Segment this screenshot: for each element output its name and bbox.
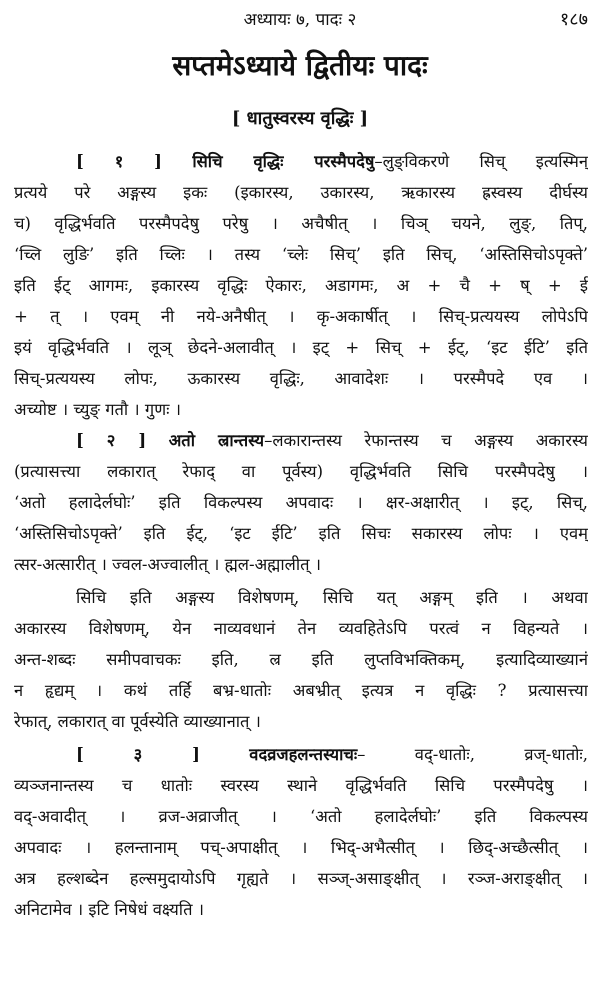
text-line [14,739,588,770]
line-text: – वद्-धातोः, व्रज्-धातोः, [357,745,588,764]
text-line: अपवादः । हलन्तानाम् पच्-अपाक्षीत् । भिद्-अभैत्सीत् । छिद्-अच्छैत्सीत् । [14,838,588,857]
text-line: रेफात्, लकारात् वा पूर्वस्येति व्याख्यानात् । [14,712,261,731]
section-heading: [ धातुस्वरस्य वृद्धिः ] [231,108,369,129]
text-line: न हृद्यम् । कथं तर्हि बभ्र-धातोः अबभ्रीत् इत्यत्र न वृद्धिः ? प्रत्यासत्त्या [14,681,588,700]
text-line: व्यञ्जनान्तस्य च धातोः स्वरस्य स्थाने वृद्धिर्भवति सिचि परस्मैपदेषु । [14,776,588,795]
text-line: इयं वृद्धिर्भवति । लूञ् छेदने-अलावीत् । इट् + सिच् + ईट्, ‘इट ईटि’ इति [14,338,588,357]
sutra-number: [ ३ ] [76,745,200,764]
text-line: (प्रत्यासत्त्या लकारात् रेफाद् वा पूर्वस्य) वृद्धिर्भवति सिचि परस्मैपदेषु । [14,462,588,481]
text-line [14,146,588,177]
chapter-title: सप्तमेऽध्याये द्वितीयः पादः [172,49,428,82]
text-line: + त् । एवम् नी नये-अनैषीत् । कृ-अकार्षीत् । सिच्-प्रत्ययस्य लोपेऽपि [14,307,588,326]
sutra-number: [ २ ] [76,431,147,450]
text-line: अच्योष्ट । च्युङ् गतौ । गुणः । [14,400,181,419]
text-line: अत्र हल्शब्देन हल्समुदायोऽपि गृह्यते । सञ्ज्-असाङ्क्षीत् । रञ्ज-अराङ्क्षीत् । [14,869,588,888]
text-line: इति ईट् आगमः, इकारस्य वृद्धिः ऐकारः, अडागमः, अ + चै + ष् + ई [14,276,588,295]
text-line: अन्त-शब्दः समीपवाचकः इति, ल्र इति लुप्तविभक्तिकम्, इत्यादिव्याख्यानं [14,650,588,669]
text-line: ‘अस्तिसिचोऽपृक्ते’ इति ईट्, ‘इट ईटि’ इति सिचः सकारस्य लोपः । एवम् [14,524,588,543]
text-line: सिचि इति अङ्गस्य विशेषणम्, सिचि यत् अङ्गम् इति । अथवा [76,588,588,607]
commentary-paragraph [14,582,588,737]
text-line: त्सर-अत्सारीत् । ज्वल-अज्वालीत् । ह्मल-अह्मालीत् । [14,555,322,574]
running-title: अध्यायः ७, पादः २ [243,10,357,30]
sutra-text: अतो ल्रान्तस्य [168,431,265,450]
text-line: प्रत्यये परे अङ्गस्य इकः (इकारस्य, उकारस्य, ऋकारस्य ह्रस्वस्य दीर्घस्य [14,183,588,202]
sutra-text: सिचि वृद्धिः परस्मैपदेषु [192,152,375,171]
sutra-paragraph-1 [14,146,588,425]
running-header [0,6,600,34]
text-line: ‘च्लि लुङि’ इति च्लिः । तस्य ‘च्लेः सिच्’ इति सिच्, ‘अस्तिसिचोऽपृक्ते’ [14,245,588,264]
sutra-text: वदव्रजहलन्तस्याचः [249,745,358,764]
sutra-number: [ १ ] [76,152,162,171]
line-text: –लकारान्तस्य रेफान्तस्य च अङ्गस्य अकारस्य [264,431,588,450]
sutra-paragraph-2 [14,425,588,580]
sutra-paragraph-3 [14,739,588,925]
page-number: १८७ [559,9,588,30]
text-line: अनिटामेव । इटि निषेधं वक्ष्यति । [14,900,204,919]
line-text: –लुङ्विकरणे सिच् इत्यस्मिन् [374,152,588,171]
text-line: च) वृद्धिर्भवति परस्मैपदेषु परेषु । अचैषीत् । चिञ् चयने, लुङ्, तिप्, [14,214,588,233]
text-line: ‘अतो हलादेर्लघोः’ इति विकल्पस्य अपवादः । क्षर-अक्षारीत् । इट्, सिच्, [14,493,588,512]
text-line: सिच्-प्रत्ययस्य लोपः, ऊकारस्य वृद्धिः, आवादेशः । परस्मैपदे एव । [14,369,588,388]
text-line [14,425,588,456]
text-line: वद्-अवादीत् । व्रज-अव्राजीत् । ‘अतो हलादेर्लघोः’ इति विकल्पस्य [14,807,588,826]
text-line: अकारस्य विशेषणम्, येन नाव्यवधानं तेन व्यवहितेऽपि परत्वं न विहन्यते । [14,619,588,638]
